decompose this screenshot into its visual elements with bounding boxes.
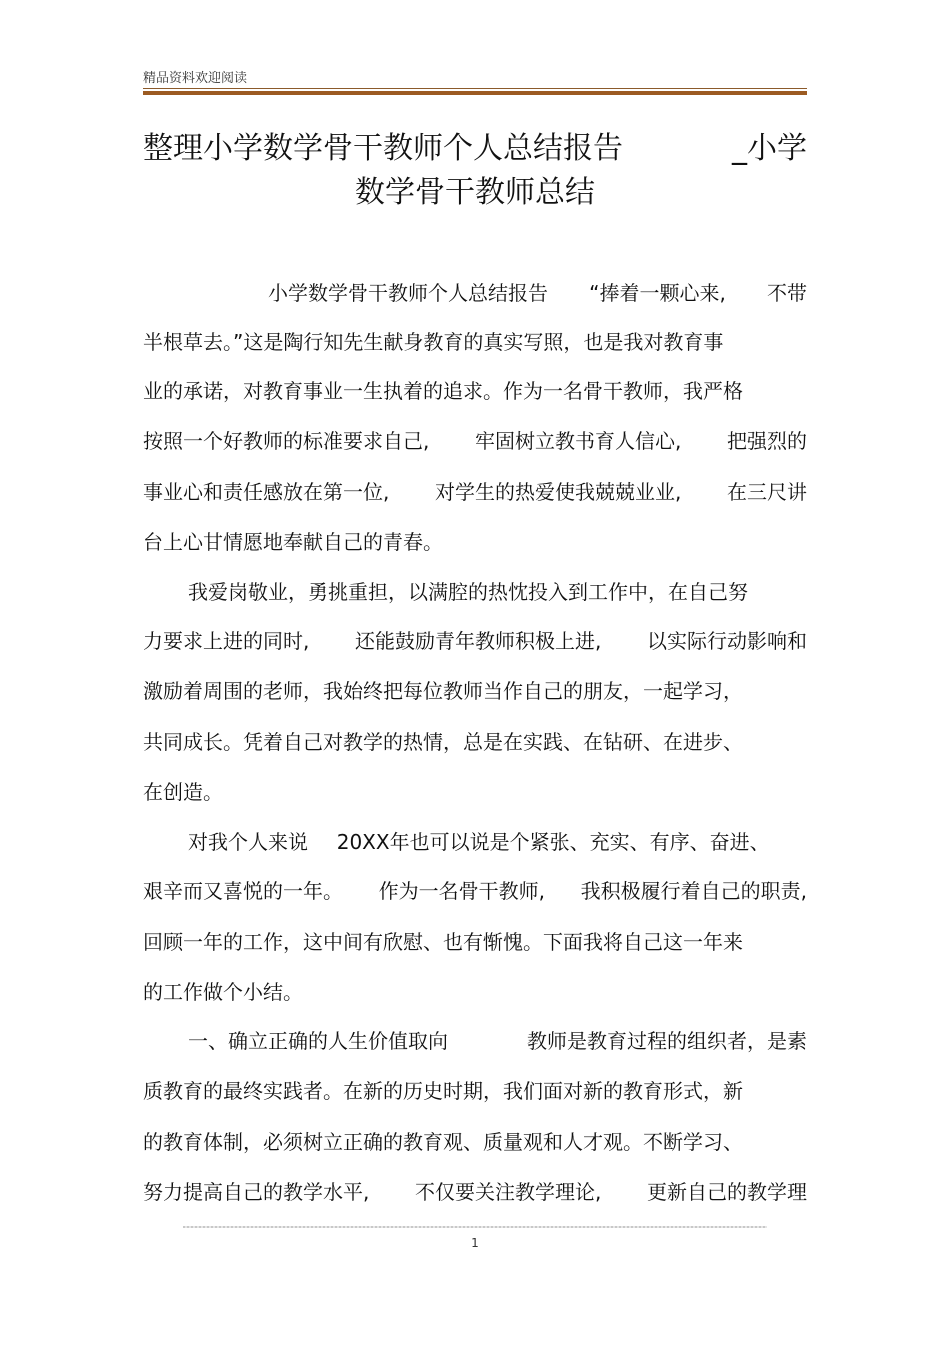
body-line bbox=[143, 978, 807, 1006]
title-line-1 bbox=[143, 127, 807, 171]
title-suffix: _小学 bbox=[732, 131, 807, 166]
body-segment: 对学生的热爱使我兢兢业业, bbox=[435, 480, 682, 504]
page-number: 1 bbox=[471, 1236, 479, 1250]
body-line bbox=[143, 1027, 807, 1055]
body-line bbox=[143, 578, 807, 606]
body-segment: 在创造。 bbox=[143, 780, 223, 804]
body-segment: 对我个人来说 bbox=[188, 830, 308, 854]
body-segment: 事业心和责任感放在第一位, bbox=[143, 480, 390, 504]
body-segment: 激励着周围的老师，我始终把每位教师当作自己的朋友，一起学习， bbox=[143, 679, 743, 703]
body-segment: 在三尺讲 bbox=[727, 480, 807, 504]
body-line bbox=[143, 877, 807, 905]
footer-rule bbox=[183, 1226, 767, 1228]
running-header: 精品资料欢迎阅读 bbox=[143, 71, 248, 86]
body-segment: 以实际行动影响和 bbox=[647, 629, 807, 653]
body-line bbox=[143, 279, 807, 307]
body-segment: “捧着一颗心来, bbox=[589, 281, 726, 305]
body-segment: 半根草去。”这是陶行知先生献身教育的真实写照，也是我对教育事 bbox=[143, 330, 724, 354]
body-segment: 不带 bbox=[767, 281, 807, 305]
body-line bbox=[143, 1178, 807, 1206]
body-segment: 作为一名骨干教师, bbox=[378, 879, 545, 903]
body-line bbox=[143, 728, 807, 756]
body-line bbox=[143, 528, 807, 556]
body-line bbox=[143, 427, 807, 455]
body-line bbox=[143, 328, 807, 356]
body-segment: 小学数学骨干教师个人总结报告 bbox=[268, 281, 548, 305]
body-segment: 还能鼓励青年教师积极上进, bbox=[355, 629, 602, 653]
body-line bbox=[143, 627, 807, 655]
body-line bbox=[143, 1077, 807, 1105]
body-segment: 质教育的最终实践者。在新的历史时期，我们面对新的教育形式，新 bbox=[143, 1079, 743, 1103]
body-line bbox=[143, 778, 807, 806]
body-segment: 努力提高自己的教学水平, bbox=[143, 1180, 370, 1204]
body-segment: 艰辛而又喜悦的一年。 bbox=[143, 879, 343, 903]
body-segment: 按照一个好教师的标准要求自己, bbox=[143, 429, 430, 453]
body-segment: 教师是教育过程的组织者，是素 bbox=[527, 1029, 807, 1053]
body-segment: 把强烈的 bbox=[727, 429, 807, 453]
body-line bbox=[143, 928, 807, 956]
header-rule-thin bbox=[143, 88, 807, 89]
body-line bbox=[143, 1128, 807, 1156]
body-segment: 牢固树立教书育人信心, bbox=[475, 429, 682, 453]
body-line bbox=[143, 828, 807, 856]
body-segment: 台上心甘情愿地奉献自己的青春。 bbox=[143, 530, 443, 554]
body-segment: 业的承诺，对教育事业一生执着的追求。作为一名骨干教师，我严格 bbox=[143, 379, 743, 403]
body-segment: 的工作做个小结。 bbox=[143, 980, 303, 1004]
body-segment: 不仅要关注教学理论, bbox=[415, 1180, 602, 1204]
body-segment: 力要求上进的同时, bbox=[143, 629, 310, 653]
body-segment: 一、确立正确的人生价值取向 bbox=[188, 1029, 448, 1053]
body-segment: 的教育体制，必须树立正确的教育观、质量观和人才观。不断学习、 bbox=[143, 1130, 743, 1154]
body-segment: 回顾一年的工作，这中间有欣慰、也有惭愧。下面我将自己这一年来 bbox=[143, 930, 743, 954]
document-title bbox=[143, 127, 807, 215]
body-line bbox=[143, 377, 807, 405]
body-segment: 更新自己的教学理 bbox=[647, 1180, 807, 1204]
title-line-2: 数学骨干教师总结 bbox=[355, 175, 595, 210]
body-segment: 我积极履行着自己的职责, bbox=[580, 879, 807, 903]
body-segment: 20XX年也可以说是个紧张、充实、有序、奋进、 bbox=[336, 830, 770, 854]
body-line bbox=[143, 677, 807, 705]
body-line bbox=[143, 478, 807, 506]
body-segment: 我爱岗敬业，勇挑重担，以满腔的热忱投入到工作中，在自己努 bbox=[188, 580, 748, 604]
body-segment: 共同成长。凭着自己对教学的热情，总是在实践、在钻研、在进步、 bbox=[143, 730, 743, 754]
title-main: 整理小学数学骨干教师个人总结报告 bbox=[143, 131, 623, 166]
header-rule-thick bbox=[143, 91, 807, 95]
